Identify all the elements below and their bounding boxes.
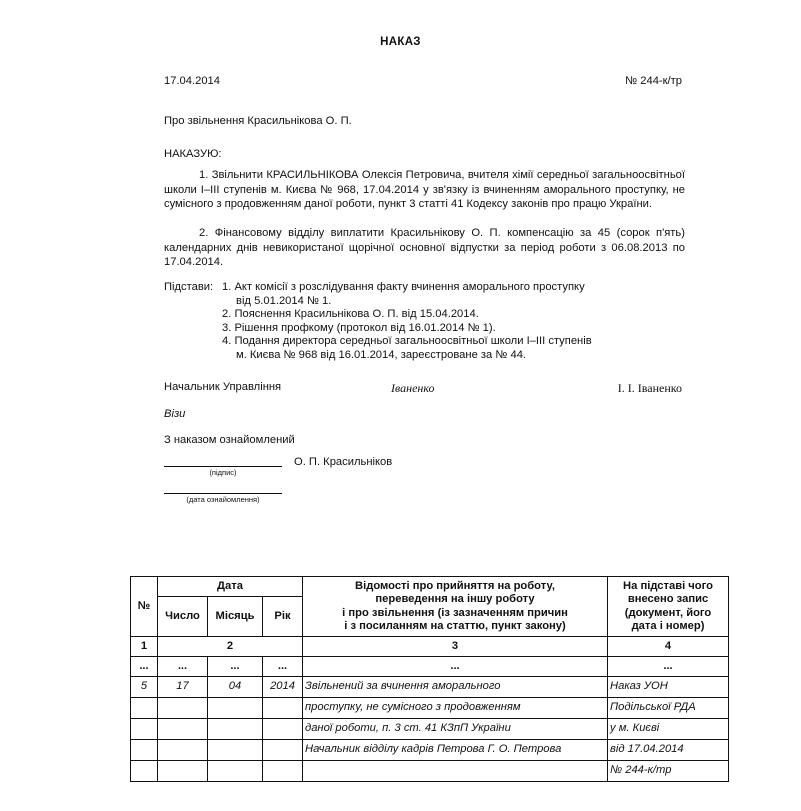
ellipsis-cell: ... bbox=[208, 657, 263, 677]
index-cell: 3 bbox=[303, 637, 608, 657]
row-no bbox=[131, 719, 158, 740]
header-info bbox=[303, 577, 608, 637]
basis-item-continuation: від 5.01.2014 № 1. bbox=[236, 294, 332, 307]
row-info: Начальник відділу кадрів Петрова Г. О. Петрова bbox=[303, 740, 608, 761]
acquainted-label: З наказом ознайомлений bbox=[164, 434, 295, 446]
index-cell: 2 bbox=[158, 637, 303, 657]
row-day bbox=[158, 740, 208, 761]
header-info-line: Відомості про прийняття на роботу, bbox=[355, 579, 555, 592]
header-basis-line: дата і номер) bbox=[631, 619, 705, 632]
order-subject: Про звільнення Красильнікова О. П. bbox=[164, 115, 352, 127]
table-header-row bbox=[131, 577, 729, 597]
row-day bbox=[158, 761, 208, 782]
head-position: Начальник Управління bbox=[164, 381, 282, 393]
visas-label: Візи bbox=[164, 408, 186, 420]
basis-item-text: 2. Пояснення Красильнікова О. П. від 15.04.2014. bbox=[222, 308, 479, 320]
head-signature: Іваненко bbox=[391, 381, 435, 395]
ellipsis-cell: ... bbox=[303, 657, 608, 677]
ellipsis-cell: ... bbox=[131, 657, 158, 677]
ellipsis-cell: ... bbox=[263, 657, 303, 677]
order-item-2 bbox=[164, 226, 685, 270]
table-row bbox=[131, 761, 729, 782]
header-info-line: і з посиланням на статтю, пункт закону) bbox=[344, 619, 566, 632]
row-day: 17 bbox=[158, 677, 208, 698]
row-info: проступку, не сумісного з продовженням bbox=[303, 698, 608, 719]
date-caption: (дата ознайомлення) bbox=[186, 495, 260, 504]
order-item-1 bbox=[164, 168, 685, 212]
order-item-1-text: 1. Звільнити КРАСИЛЬНІКОВА Олексія Петровича, вчителя хімії середньої загальноосвітньої школи І–ІІІ ступенів м. Києва № 968, 17.04.2014 у зв'язку із вчиненням аморального проступку, не сумісного з продовженням даної роботи, пункт 3 статті 41 Кодексу законів про працю України. bbox=[164, 169, 685, 210]
order-date: 17.04.2014 bbox=[164, 75, 220, 87]
row-month bbox=[208, 761, 263, 782]
header-info-line: переведення на іншу роботу bbox=[375, 593, 535, 606]
header-date: Дата bbox=[158, 577, 303, 597]
row-month bbox=[208, 719, 263, 740]
order-item-2-text: 2. Фінансовому відділу виплатити Красильнікову О. П. компенсацію за 45 (сорок п'ять) календарних днів невикористаної щорічної основної відпустки за період роботи з 06.08.2013 по 17.04.2014. bbox=[164, 227, 685, 268]
row-month bbox=[208, 698, 263, 719]
table-ellipsis-row bbox=[131, 657, 729, 677]
table-index-row bbox=[131, 637, 729, 657]
row-basis: № 244-к/тр bbox=[608, 761, 729, 782]
header-info-line: і про звільнення (із зазначенням причин bbox=[342, 606, 568, 619]
row-day bbox=[158, 698, 208, 719]
head-name: І. І. Іваненко bbox=[617, 381, 682, 395]
row-year bbox=[263, 698, 303, 719]
row-day bbox=[158, 719, 208, 740]
row-year: 2014 bbox=[263, 677, 303, 698]
signature-line bbox=[164, 466, 282, 467]
order-title: НАКАЗ bbox=[380, 36, 421, 48]
basis-item-text: 3. Рішення профкому (протокол від 16.01.2014 № 1). bbox=[222, 321, 496, 334]
basis-item-continuation: м. Києва № 968 від 16.01.2014, зареєстроване за № 44. bbox=[236, 348, 527, 361]
row-no bbox=[131, 761, 158, 782]
row-info bbox=[303, 761, 608, 782]
row-no bbox=[131, 740, 158, 761]
row-no bbox=[131, 698, 158, 719]
index-cell: 4 bbox=[608, 637, 729, 657]
table-row bbox=[131, 719, 729, 740]
row-year bbox=[263, 740, 303, 761]
date-line bbox=[164, 493, 282, 494]
basis-item-text: 4. Подання директора середньої загальноосвітньої школи І–ІІІ ступенів bbox=[222, 335, 592, 347]
header-day: Число bbox=[158, 597, 208, 637]
ellipsis-cell: ... bbox=[158, 657, 208, 677]
table-row bbox=[131, 677, 729, 698]
row-basis: від 17.04.2014 bbox=[608, 740, 729, 761]
employment-record-table bbox=[130, 576, 729, 782]
header-year: Рік bbox=[263, 597, 303, 637]
order-word: НАКАЗУЮ: bbox=[164, 148, 222, 160]
ellipsis-cell: ... bbox=[608, 657, 729, 677]
header-basis-line: На підставі чого bbox=[623, 579, 713, 592]
row-basis: Наказ УОН bbox=[608, 677, 729, 698]
row-year bbox=[263, 761, 303, 782]
header-month: Місяць bbox=[208, 597, 263, 637]
table-row bbox=[131, 740, 729, 761]
row-basis: у м. Києві bbox=[608, 719, 729, 740]
row-year bbox=[263, 719, 303, 740]
order-number: № 244-к/тр bbox=[625, 75, 682, 87]
header-no: № bbox=[131, 577, 158, 637]
employee-name: О. П. Красильніков bbox=[294, 456, 393, 468]
row-info: Звільнений за вчинення аморального bbox=[303, 677, 608, 698]
row-month bbox=[208, 740, 263, 761]
basis-item-text: 1. Акт комісії з розслідування факту вчинення аморального проступку bbox=[222, 281, 585, 293]
row-month: 04 bbox=[208, 677, 263, 698]
table-row bbox=[131, 698, 729, 719]
basis-item bbox=[222, 335, 685, 362]
basis-label: Підстави: bbox=[164, 281, 214, 293]
basis-item bbox=[222, 308, 685, 322]
row-basis: Подільської РДА bbox=[608, 698, 729, 719]
basis-list bbox=[222, 281, 685, 362]
signature-caption: (підпис) bbox=[209, 468, 237, 477]
index-cell: 1 bbox=[131, 637, 158, 657]
header-basis-line: внесено запис bbox=[627, 593, 709, 606]
row-no: 5 bbox=[131, 677, 158, 698]
basis-item bbox=[222, 322, 685, 336]
header-basis-line: (документ, його bbox=[624, 606, 712, 619]
row-info: даної роботи, п. 3 ст. 41 КЗпП України bbox=[303, 719, 608, 740]
header-basis bbox=[608, 577, 729, 637]
basis-item bbox=[222, 281, 685, 308]
